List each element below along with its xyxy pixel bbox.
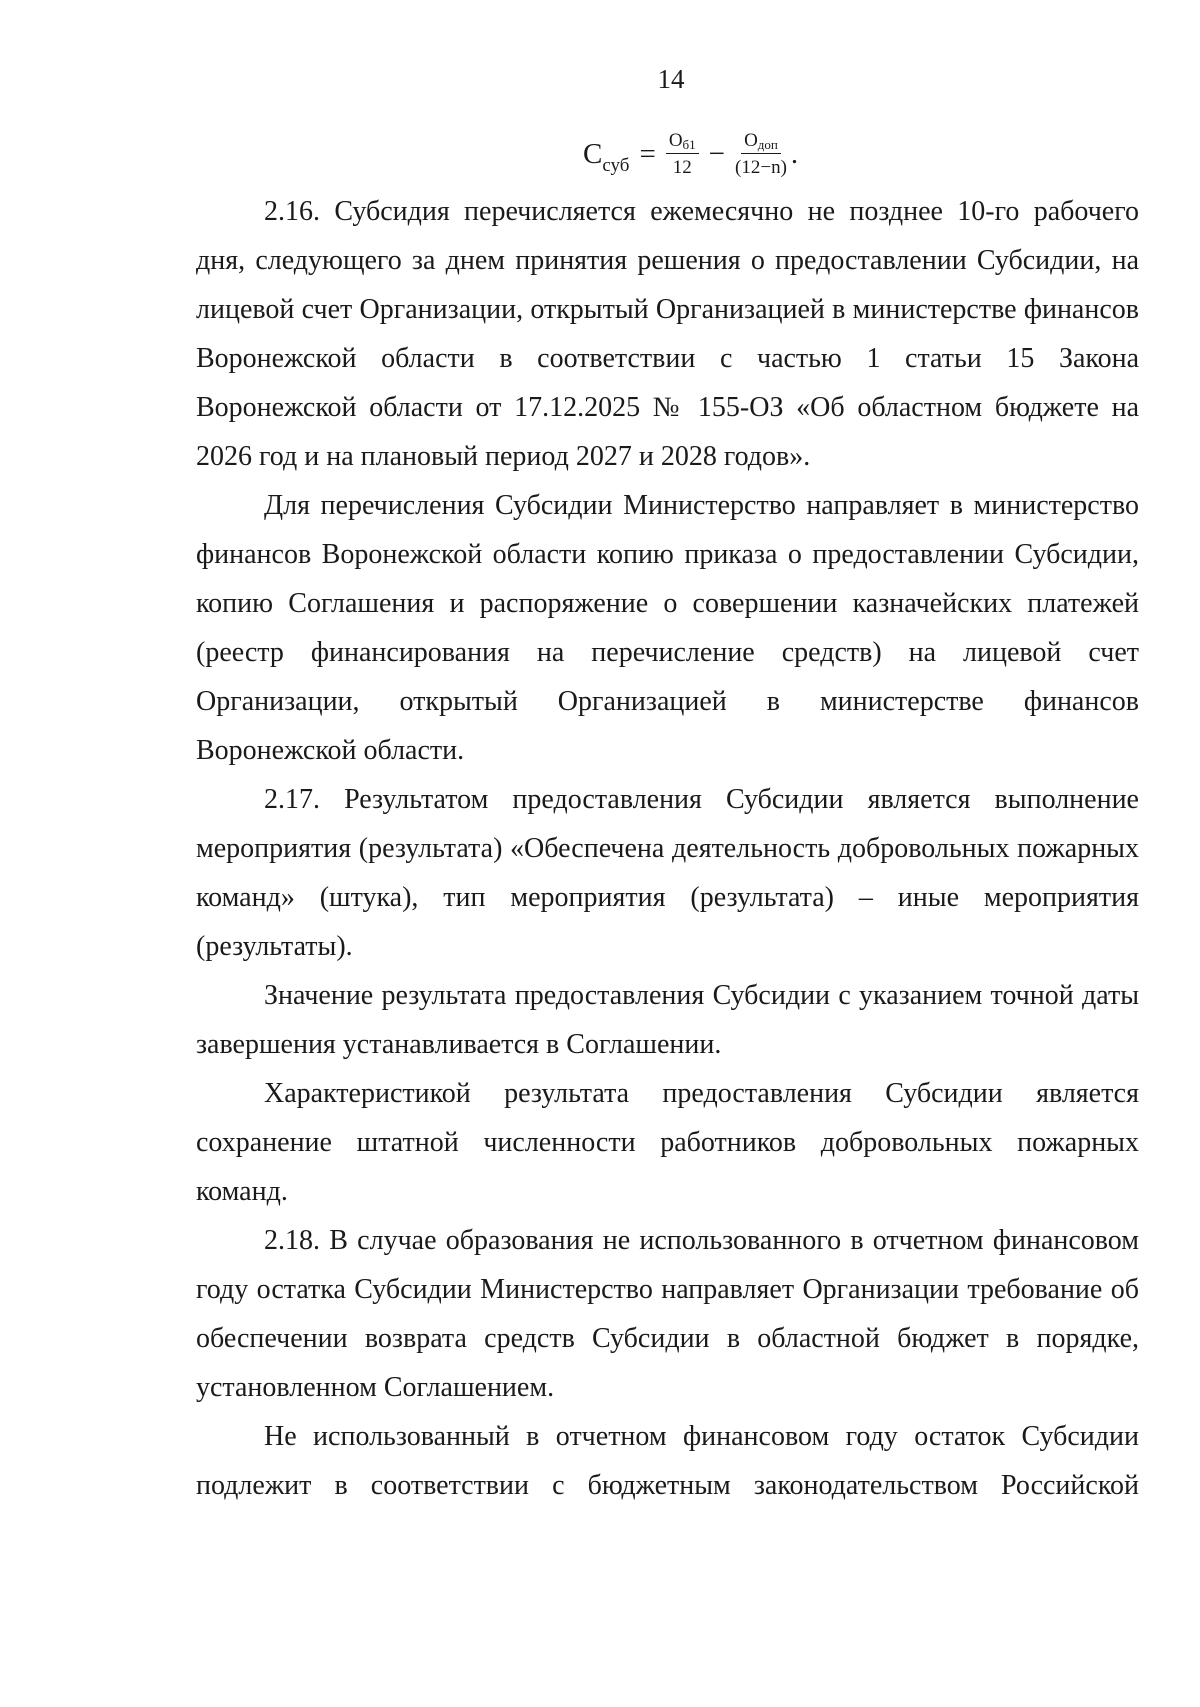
document-body — [196, 187, 1139, 1510]
formula-lhs: $С_{суб}$ — [583, 137, 630, 176]
paragraph-result-characteristic: Характеристикой результата предоставления Субсидии является сохранение штатной численности работников добровольных пожарных команд. — [196, 1078, 1139, 1207]
subsidy-formula — [583, 124, 798, 184]
formula-fraction-1: $\frac{Об1}{12}$ — [666, 131, 699, 177]
page-number: 14 — [657, 64, 685, 94]
paragraph-transfer-procedure: Для перечисления Субсидии Министерство направляет в министерство финансов Воронежской области копию приказа о предоставлении Субсидии, копию Соглашения и распоряжение о совершении казначейских платежей (реестр финансирования на перечисление средств) на лицевой счет Организации, открытый Организацией в министерстве финансов Воронежской области. — [196, 490, 1139, 766]
formula-minus: − — [708, 137, 726, 170]
paragraph-unused-balance: Не использованный в отчетном финансовом году остаток Субсидии подлежит в соответствии с бюджетным законодательством Российской — [196, 1421, 1139, 1501]
paragraph-2-18: 2.18. В случае образования не использованного в отчетном финансовом году остатка Субсидии Министерство направляет Организации требование об обеспечении возврата средств Субсидии в областной бюджет в порядке, установленном Соглашением. — [196, 1225, 1139, 1403]
formula-equals: = — [639, 137, 656, 170]
paragraph-2-16: 2.16. Субсидия перечисляется ежемесячно не позднее 10-го рабочего дня, следующего за днем принятия решения о предоставлении Субсидии, на лицевой счет Организации, открытый Организацией в министерстве финансов Воронежской области в соответствии с частью 1 статьи 15 Закона Воронежской области от 17.12.2025 № 155-ОЗ «Об областном бюджете на 2026 год и на плановый период 2027 и 2028 годов». — [196, 196, 1139, 472]
paragraph-result-value: Значение результата предоставления Субсидии с указанием точной даты завершения устанавливается в Соглашении. — [196, 980, 1139, 1060]
formula-fraction-2: $\frac{\text{Одоп}}{(12-n)}$ — [735, 130, 787, 178]
formula-end: . — [790, 137, 799, 170]
paragraph-2-17: 2.17. Результатом предоставления Субсидии является выполнение мероприятия (результата) «Обеспечена деятельность добровольных пожарных команд» (штука), тип мероприятия (результата) – иные мероприятия (результаты). — [196, 784, 1139, 962]
